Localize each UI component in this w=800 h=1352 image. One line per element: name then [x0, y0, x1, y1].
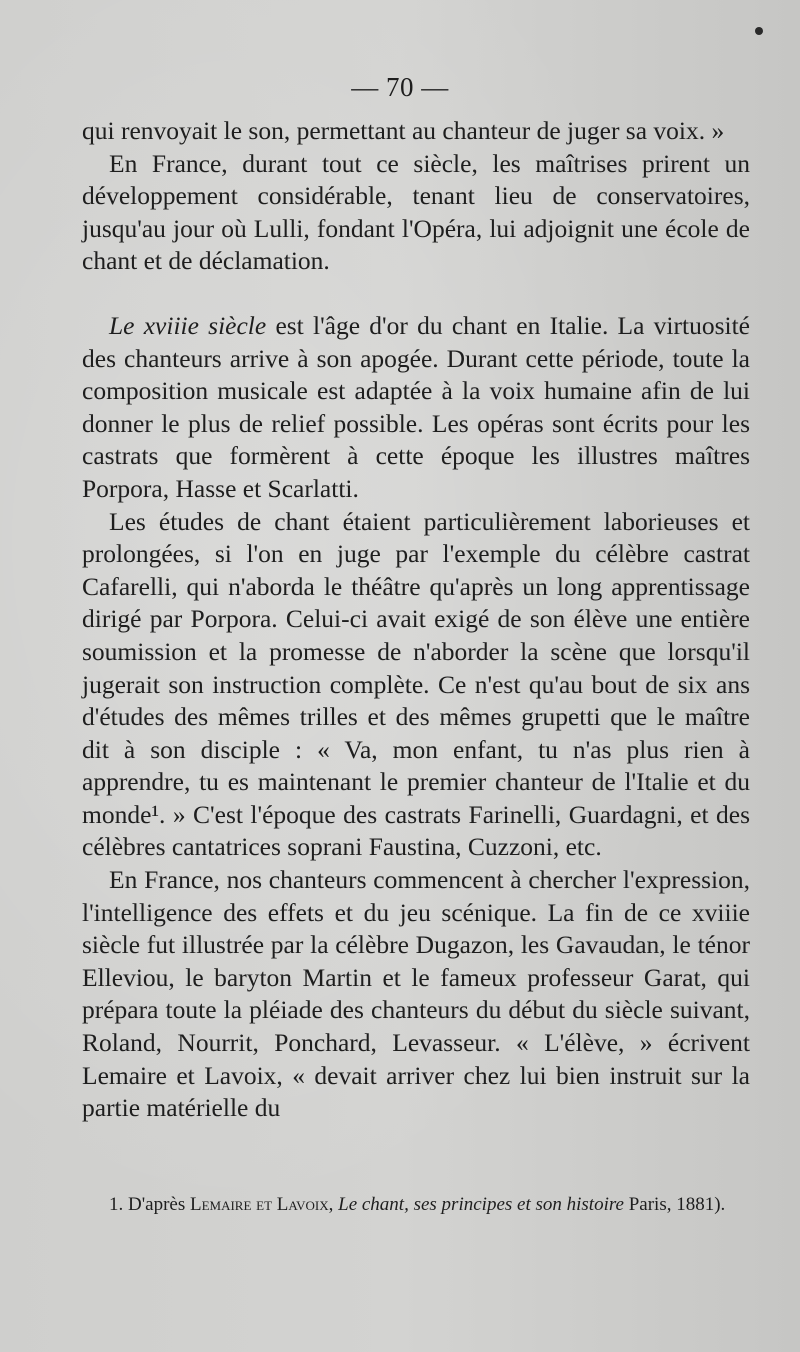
paragraph-3-lead: Le xviiie siècle: [109, 310, 267, 340]
ink-dot: [755, 27, 763, 35]
paragraph-2: En France, durant tout ce siècle, les maîtrises prirent un développement considérable, tenant lieu de conservatoires, jusqu'au jour où Lulli, fondant l'Opéra, lui adjoignit une école de chant et de déclamation.: [82, 148, 750, 276]
footnote-line: [82, 1192, 750, 1218]
paragraph-1: qui renvoyait le son, permettant au chanteur de juger sa voix. »: [82, 116, 725, 145]
paragraph-3: [82, 310, 750, 506]
footnote-place-date: Paris, 1881).: [628, 1194, 726, 1215]
body-text: [82, 115, 750, 1125]
footnote-marker: 1. D'après: [109, 1194, 190, 1215]
footnote-title: Le chant, ses principes et son histoire: [338, 1194, 624, 1215]
paragraph-5: En France, nos chanteurs commencent à chercher l'expression, l'intelligence des effets et du jeu scénique. La fin de ce xviiie siècle fut illustrée par la célèbre Dugazon, les Gavaudan, le ténor Elleviou, le baryton Martin et le fameux professeur Garat, qui prépara toute la pléiade des chanteurs du début du siècle suivant, Roland, Nourrit, Ponchard, Levasseur. « L'élève, » écrivent Lemaire et Lavoix, « devait arriver chez lui bien instruit sur la partie matérielle du: [82, 865, 750, 1123]
paragraph-3-text: est l'âge d'or du chant en Italie. La virtuosité des chanteurs arrive à son apogée. Durant cette période, toute la composition musicale est adaptée à la voix humaine afin de lui donner le plus de relief possible. Les opéras sont écrits pour les castrats que formèrent à cette époque les illustres maîtres Porpora, Hasse et Scarlatti.: [82, 310, 750, 503]
paragraph-4: Les études de chant étaient particulièrement laborieuses et prolongées, si l'on en juge par l'exemple du célèbre castrat Cafarelli, qui n'aborda le théâtre qu'après un long apprentissage dirigé par Porpora. Celui-ci avait exigé de son élève une entière soumission et la promesse de n'aborder la scène que lorsqu'il jugerait son instruction complète. Ce n'est qu'au bout de six ans d'études des mêmes trilles et des mêmes grupetti que le maître dit à son disciple : « Va, mon enfant, tu n'as plus rien à apprendre, tu es maintenant le premier chanteur de l'Italie et du monde¹. » C'est l'époque des castrats Farinelli, Guardagni, et des célèbres cantatrices soprani Faustina, Cuzzoni, etc.: [82, 506, 750, 862]
page-number: — 70 —: [351, 72, 449, 102]
footnote-authors: Lemaire et Lavoix,: [189, 1194, 334, 1215]
footnote: [82, 1192, 750, 1218]
